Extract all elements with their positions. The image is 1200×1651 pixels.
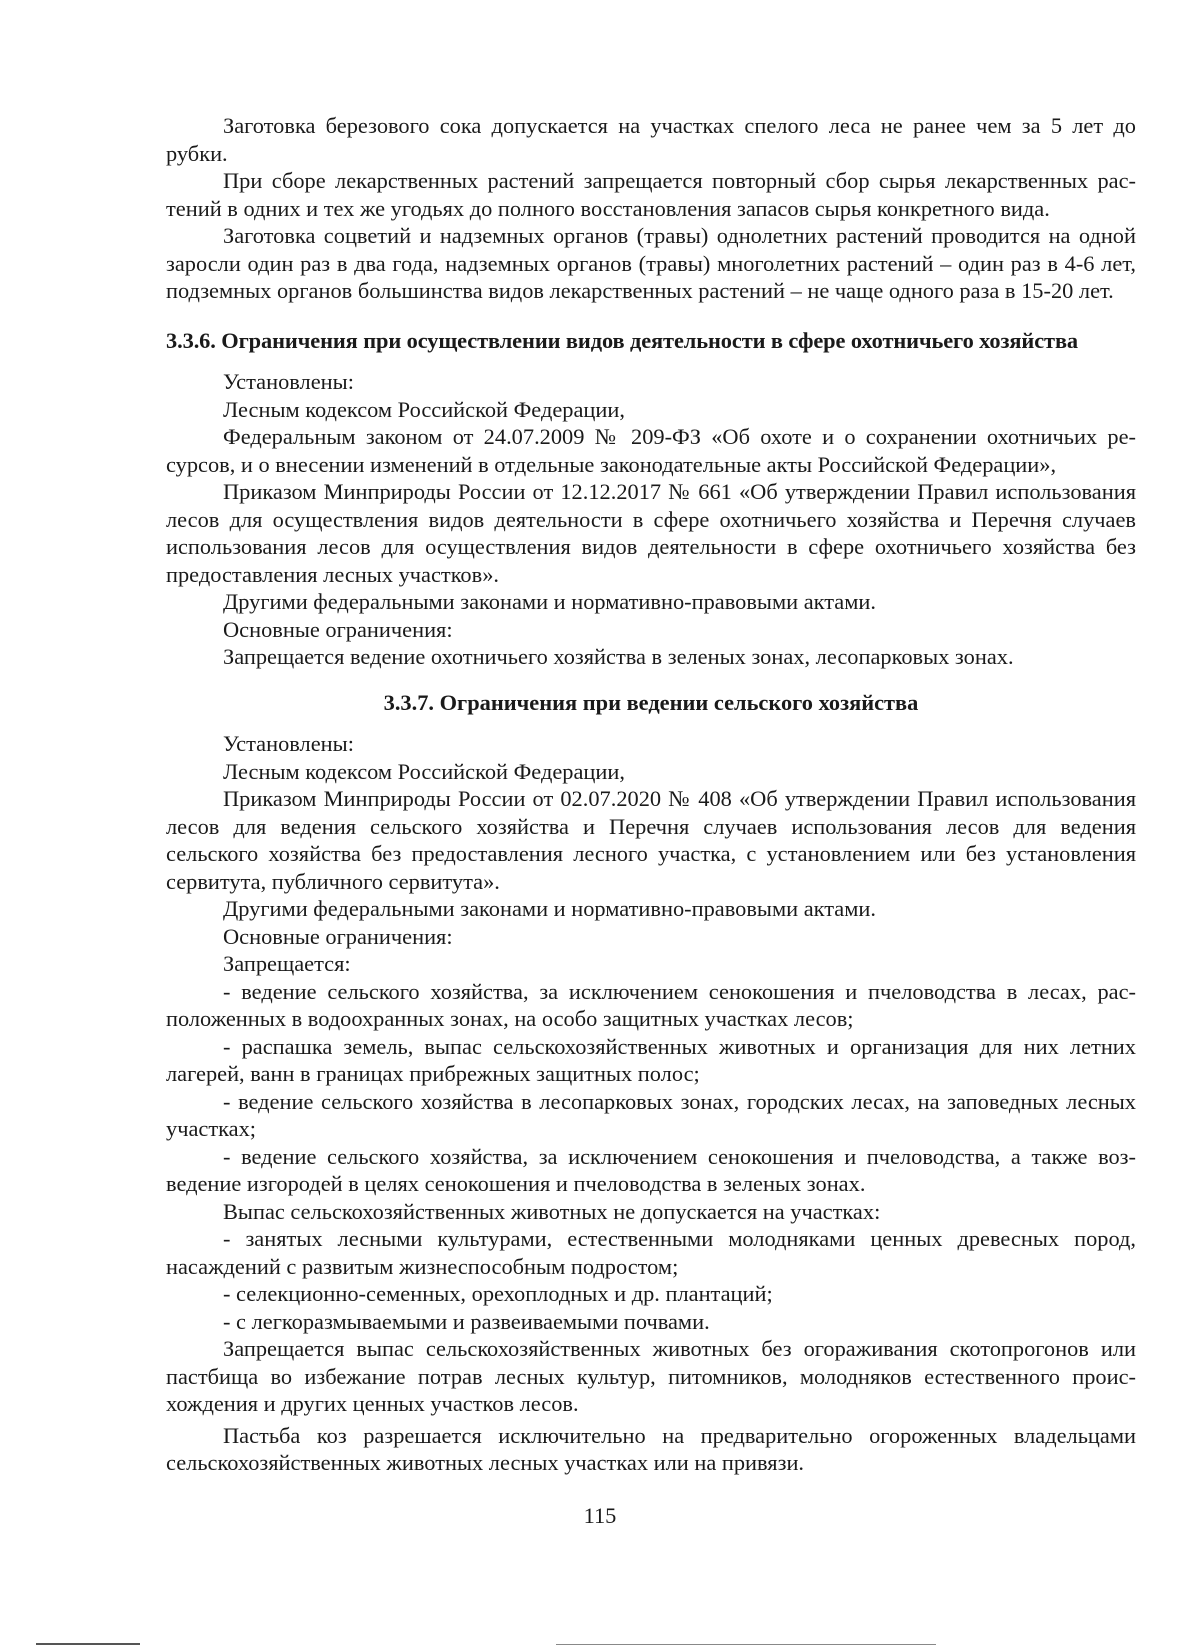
section-heading-3-3-6: 3.3.6. Ограничения при осуществлении видов деятельности в сфере охотничьего хозяйства [166, 327, 1079, 353]
paragraph: Установлены: [223, 731, 354, 756]
list-item: - с легкоразмываемыми и развеиваемыми почвами. [223, 1308, 710, 1334]
paragraph: Другими федеральными законами и нормативно-правовыми актами. [223, 896, 876, 921]
page-content [166, 112, 1136, 1477]
page-number: 115 [583, 1503, 617, 1528]
paragraph: Запрещается выпас сельскохозяйственных животных без огораживания скотопрогонов или пастбища во избежание потрав лесных культур, питомников, молодняков естественного происхождения и других ценных участков лесов. [166, 1336, 1136, 1416]
list-item: - ведение сельского хозяйства в лесопарковых зонах, городских лесах, на заповедных лесных участках; [166, 1088, 1136, 1141]
paragraph: Пастьба коз разрешается исключительно на предварительно огороженных владельцами сельскохозяйственных животных лесных участках или на привязи. [166, 1422, 1136, 1475]
paragraph: Приказом Минприроды России от 02.07.2020 № 408 «Об утверждении Правил использования лесов для ведения сельского хозяйства и Перечня случаев использования лесов для ведения сельского хозяйства без предоставления лесного участка, с установлением или без установления сервитута, публичного сервитута». [166, 786, 1136, 894]
list-item: - ведение сельского хозяйства, за исключением сенокошения и пчеловодства, а также возведение изгородей в целях сенокошения и пчеловодства в зеленых зонах. [166, 1143, 1136, 1196]
scan-artifact-line [556, 1644, 936, 1645]
list-item: - занятых лесными культурами, естественными молодняками ценных древесных пород, насаждений с развитым жизнеспособным подростом; [166, 1226, 1136, 1279]
paragraph: Лесным кодексом Российской Федерации, [223, 396, 625, 422]
paragraph: Выпас сельскохозяйственных животных не допускается на участках: [223, 1198, 881, 1224]
paragraph: Лесным кодексом Российской Федерации, [223, 758, 625, 784]
paragraph: Запрещается ведение охотничьего хозяйства в зеленых зонах, лесопарковых зонах. [223, 644, 1014, 669]
paragraph: Основные ограничения: [223, 923, 453, 949]
paragraph: Федеральным законом от 24.07.2009 № 209-ФЗ «Об охоте и о сохранении охотничьих ресурсов, и о внесении изменений в отдельные законодательные акты Российской Федерации», [166, 424, 1136, 477]
paragraph: Установлены: [223, 369, 354, 394]
scan-artifact-line [36, 1643, 140, 1645]
paragraph: Приказом Минприроды России от 12.12.2017 № 661 «Об утверждении Правил использования лесов для осуществления видов деятельности в сфере охотничьего хозяйства и Перечня случаев использования лесов для осуществления видов деятельности в сфере охотничьего хозяйства без предоставления лесных участков». [166, 479, 1136, 587]
section-heading-3-3-7: 3.3.7. Ограничения при ведении сельского хозяйства [383, 689, 919, 715]
paragraph: При сборе лекарственных растений запрещается повторный сбор сырья лекарственных растений в одних и тех же угодьях до полного восстановления запасов сырья конкретного вида. [166, 168, 1136, 221]
paragraph: Другими федеральными законами и нормативно-правовыми актами. [223, 589, 876, 614]
list-item: - селекционно-семенных, орехоплодных и др. плантаций; [223, 1281, 773, 1306]
list-item: - распашка земель, выпас сельскохозяйственных животных и организация для них летних лагерей, ванн в границах прибрежных защитных полос; [166, 1033, 1136, 1086]
paragraph: Основные ограничения: [223, 616, 453, 642]
paragraph: Заготовка соцветий и надземных органов (травы) однолетних растений проводится на одной заросли один раз в два года, надземных органов (травы) многолетних растений – один раз в 4-6 лет, подземных органов большинства видов лекарственных растений – не чаще одного раза в 15-20 лет. [166, 223, 1136, 303]
paragraph: Заготовка березового сока допускается на участках спелого леса не ранее чем за 5 лет до рубки. [166, 113, 1136, 166]
paragraph: Запрещается: [223, 951, 351, 976]
list-item: - ведение сельского хозяйства, за исключением сенокошения и пчеловодства в лесах, расположенных в водоохранных зонах, на особо защитных участках лесов; [166, 978, 1136, 1031]
